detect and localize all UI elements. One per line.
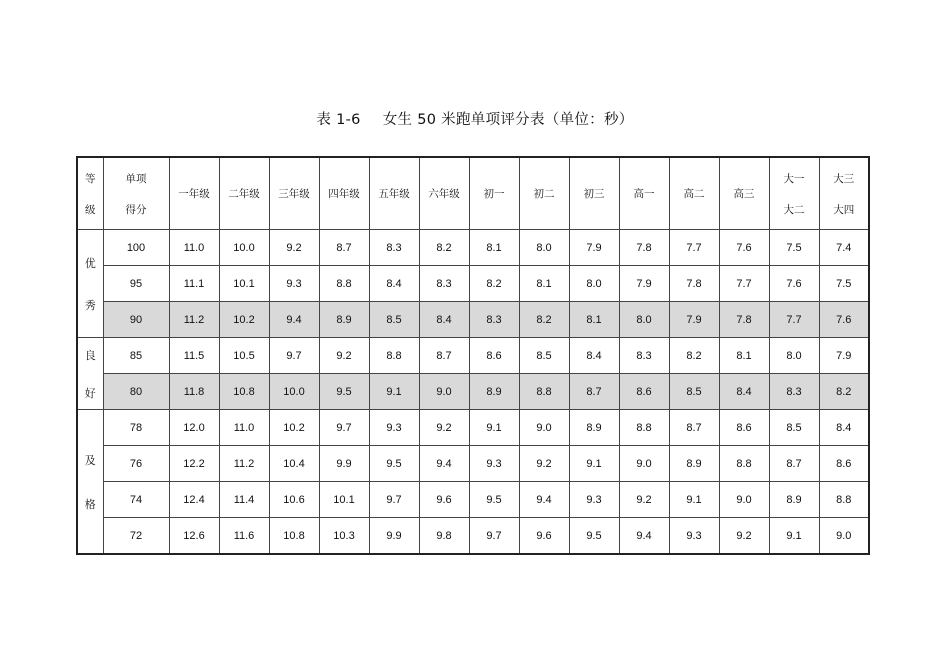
time-cell: 9.7	[469, 518, 519, 555]
table-row	[77, 338, 869, 374]
time-cell: 8.9	[569, 410, 619, 446]
grade-label	[78, 347, 103, 401]
time-cell: 9.1	[769, 518, 819, 555]
time-cell: 9.2	[319, 338, 369, 374]
column-header	[819, 157, 869, 230]
time-cell: 8.1	[569, 302, 619, 338]
time-cell: 10.6	[269, 482, 319, 518]
time-cell: 8.2	[519, 302, 569, 338]
grade-char: 良	[84, 349, 96, 362]
time-cell: 9.1	[469, 410, 519, 446]
time-cell: 9.2	[519, 446, 569, 482]
grade-cell	[77, 230, 103, 338]
column-header: 高三	[719, 157, 769, 230]
column-header: 四年级	[319, 157, 369, 230]
table-row	[77, 410, 869, 446]
time-cell: 8.3	[369, 230, 419, 266]
time-cell: 8.2	[419, 230, 469, 266]
time-cell: 10.1	[319, 482, 369, 518]
time-cell: 9.6	[419, 482, 469, 518]
score-header-text-top: 单项	[125, 172, 147, 185]
time-cell: 7.9	[619, 266, 669, 302]
column-header: 五年级	[369, 157, 419, 230]
header-grade	[77, 157, 103, 230]
time-cell: 10.1	[219, 266, 269, 302]
time-cell: 9.3	[569, 482, 619, 518]
column-header: 初一	[469, 157, 519, 230]
time-cell: 8.7	[669, 410, 719, 446]
time-cell: 9.7	[269, 338, 319, 374]
time-cell: 9.2	[419, 410, 469, 446]
grade-header-text	[78, 171, 103, 217]
grade-header-text-bottom: 级	[85, 203, 96, 216]
score-cell: 95	[103, 266, 169, 302]
column-header: 高二	[669, 157, 719, 230]
time-cell: 8.0	[769, 338, 819, 374]
time-cell: 8.9	[769, 482, 819, 518]
time-cell: 9.5	[569, 518, 619, 555]
time-cell: 9.5	[469, 482, 519, 518]
score-cell: 85	[103, 338, 169, 374]
time-cell: 8.8	[519, 374, 569, 410]
score-cell: 78	[103, 410, 169, 446]
time-cell: 10.0	[269, 374, 319, 410]
time-cell: 10.4	[269, 446, 319, 482]
time-cell: 9.9	[319, 446, 369, 482]
time-cell: 7.5	[769, 230, 819, 266]
time-cell: 9.2	[269, 230, 319, 266]
time-cell: 8.0	[619, 302, 669, 338]
time-cell: 7.9	[669, 302, 719, 338]
time-cell: 8.6	[469, 338, 519, 374]
time-cell: 8.3	[769, 374, 819, 410]
time-cell: 9.9	[369, 518, 419, 555]
grade-cell	[77, 338, 103, 410]
time-cell: 8.4	[719, 374, 769, 410]
column-header: 初三	[569, 157, 619, 230]
time-cell: 8.3	[419, 266, 469, 302]
time-cell: 7.9	[819, 338, 869, 374]
score-header-text	[104, 171, 169, 217]
time-cell: 10.5	[219, 338, 269, 374]
grade-cell	[77, 410, 103, 555]
time-cell: 7.7	[669, 230, 719, 266]
time-cell: 8.9	[669, 446, 719, 482]
time-cell: 7.7	[769, 302, 819, 338]
time-cell: 9.0	[619, 446, 669, 482]
table-number: 表 1-6	[316, 112, 361, 128]
time-cell: 8.3	[619, 338, 669, 374]
grade-header-text-top: 等	[85, 172, 96, 185]
time-cell: 8.8	[369, 338, 419, 374]
time-cell: 8.0	[569, 266, 619, 302]
time-cell: 10.2	[269, 410, 319, 446]
time-cell: 12.0	[169, 410, 219, 446]
time-cell: 7.7	[719, 266, 769, 302]
grade-char: 好	[84, 387, 96, 400]
header-row	[77, 157, 869, 230]
column-header-text-top: 大一	[783, 172, 805, 185]
time-cell: 10.8	[219, 374, 269, 410]
table-row	[77, 518, 869, 555]
time-cell: 11.4	[219, 482, 269, 518]
column-header-text	[820, 171, 869, 217]
score-header-text-bottom: 得分	[125, 203, 147, 216]
time-cell: 8.4	[569, 338, 619, 374]
time-cell: 9.4	[619, 518, 669, 555]
grade-char: 秀	[84, 299, 96, 312]
column-header: 二年级	[219, 157, 269, 230]
time-cell: 10.0	[219, 230, 269, 266]
time-cell: 9.8	[419, 518, 469, 555]
time-cell: 9.4	[519, 482, 569, 518]
time-cell: 8.1	[519, 266, 569, 302]
column-header: 一年级	[169, 157, 219, 230]
time-cell: 11.8	[169, 374, 219, 410]
grade-char: 及	[84, 454, 96, 467]
score-cell: 90	[103, 302, 169, 338]
time-cell: 8.5	[369, 302, 419, 338]
time-cell: 11.0	[219, 410, 269, 446]
time-cell: 8.0	[519, 230, 569, 266]
time-cell: 9.0	[819, 518, 869, 555]
time-cell: 8.7	[769, 446, 819, 482]
column-header: 高一	[619, 157, 669, 230]
time-cell: 9.3	[469, 446, 519, 482]
table-caption	[0, 108, 950, 129]
score-cell: 74	[103, 482, 169, 518]
time-cell: 7.6	[819, 302, 869, 338]
time-cell: 8.5	[769, 410, 819, 446]
time-cell: 8.4	[819, 410, 869, 446]
time-cell: 9.0	[719, 482, 769, 518]
time-cell: 9.5	[319, 374, 369, 410]
score-cell: 72	[103, 518, 169, 555]
time-cell: 9.0	[419, 374, 469, 410]
time-cell: 9.1	[569, 446, 619, 482]
time-cell: 7.5	[819, 266, 869, 302]
table-row	[77, 302, 869, 338]
time-cell: 12.6	[169, 518, 219, 555]
time-cell: 12.4	[169, 482, 219, 518]
time-cell: 9.4	[269, 302, 319, 338]
time-cell: 8.5	[669, 374, 719, 410]
time-cell: 7.8	[719, 302, 769, 338]
column-header: 初二	[519, 157, 569, 230]
table-row	[77, 266, 869, 302]
grade-label	[78, 452, 103, 512]
time-cell: 7.8	[669, 266, 719, 302]
time-cell: 8.7	[419, 338, 469, 374]
time-cell: 8.4	[369, 266, 419, 302]
time-cell: 9.1	[669, 482, 719, 518]
time-cell: 10.8	[269, 518, 319, 555]
time-cell: 9.3	[269, 266, 319, 302]
time-cell: 9.0	[519, 410, 569, 446]
time-cell: 9.4	[419, 446, 469, 482]
column-header-text-bottom: 大二	[783, 203, 805, 216]
time-cell: 9.3	[669, 518, 719, 555]
time-cell: 8.6	[719, 410, 769, 446]
time-cell: 9.7	[319, 410, 369, 446]
time-cell: 8.9	[319, 302, 369, 338]
time-cell: 11.6	[219, 518, 269, 555]
time-cell: 8.7	[569, 374, 619, 410]
time-cell: 7.4	[819, 230, 869, 266]
time-cell: 8.3	[469, 302, 519, 338]
time-cell: 7.8	[619, 230, 669, 266]
column-header-text-bottom: 大四	[833, 203, 855, 216]
time-cell: 8.9	[469, 374, 519, 410]
time-cell: 8.2	[469, 266, 519, 302]
table-title: 女生 50 米跑单项评分表（单位：秒）	[382, 112, 634, 128]
time-cell: 8.6	[819, 446, 869, 482]
time-cell: 8.7	[319, 230, 369, 266]
time-cell: 8.1	[719, 338, 769, 374]
time-cell: 8.8	[319, 266, 369, 302]
score-cell: 100	[103, 230, 169, 266]
table-row	[77, 482, 869, 518]
column-header-text-top: 大三	[833, 172, 855, 185]
time-cell: 11.5	[169, 338, 219, 374]
time-cell: 8.2	[819, 374, 869, 410]
time-cell: 9.6	[519, 518, 569, 555]
column-header: 六年级	[419, 157, 469, 230]
time-cell: 8.5	[519, 338, 569, 374]
time-cell: 7.6	[769, 266, 819, 302]
column-header	[769, 157, 819, 230]
grade-char: 格	[84, 498, 96, 511]
table-row	[77, 446, 869, 482]
time-cell: 11.0	[169, 230, 219, 266]
time-cell: 8.8	[719, 446, 769, 482]
grade-char: 优	[84, 257, 96, 270]
grade-label	[78, 255, 103, 313]
header-score	[103, 157, 169, 230]
score-cell: 76	[103, 446, 169, 482]
time-cell: 9.1	[369, 374, 419, 410]
time-cell: 8.8	[819, 482, 869, 518]
score-table	[76, 156, 870, 555]
time-cell: 9.7	[369, 482, 419, 518]
column-header: 三年级	[269, 157, 319, 230]
time-cell: 9.5	[369, 446, 419, 482]
time-cell: 8.4	[419, 302, 469, 338]
time-cell: 7.6	[719, 230, 769, 266]
time-cell: 8.8	[619, 410, 669, 446]
time-cell: 11.1	[169, 266, 219, 302]
time-cell: 10.2	[219, 302, 269, 338]
column-header-text	[770, 171, 819, 217]
table-row	[77, 374, 869, 410]
time-cell: 10.3	[319, 518, 369, 555]
time-cell: 9.3	[369, 410, 419, 446]
time-cell: 8.2	[669, 338, 719, 374]
time-cell: 9.2	[719, 518, 769, 555]
time-cell: 11.2	[169, 302, 219, 338]
time-cell: 9.2	[619, 482, 669, 518]
time-cell: 12.2	[169, 446, 219, 482]
time-cell: 8.1	[469, 230, 519, 266]
time-cell: 11.2	[219, 446, 269, 482]
time-cell: 8.6	[619, 374, 669, 410]
score-cell: 80	[103, 374, 169, 410]
time-cell: 7.9	[569, 230, 619, 266]
table-row	[77, 230, 869, 266]
